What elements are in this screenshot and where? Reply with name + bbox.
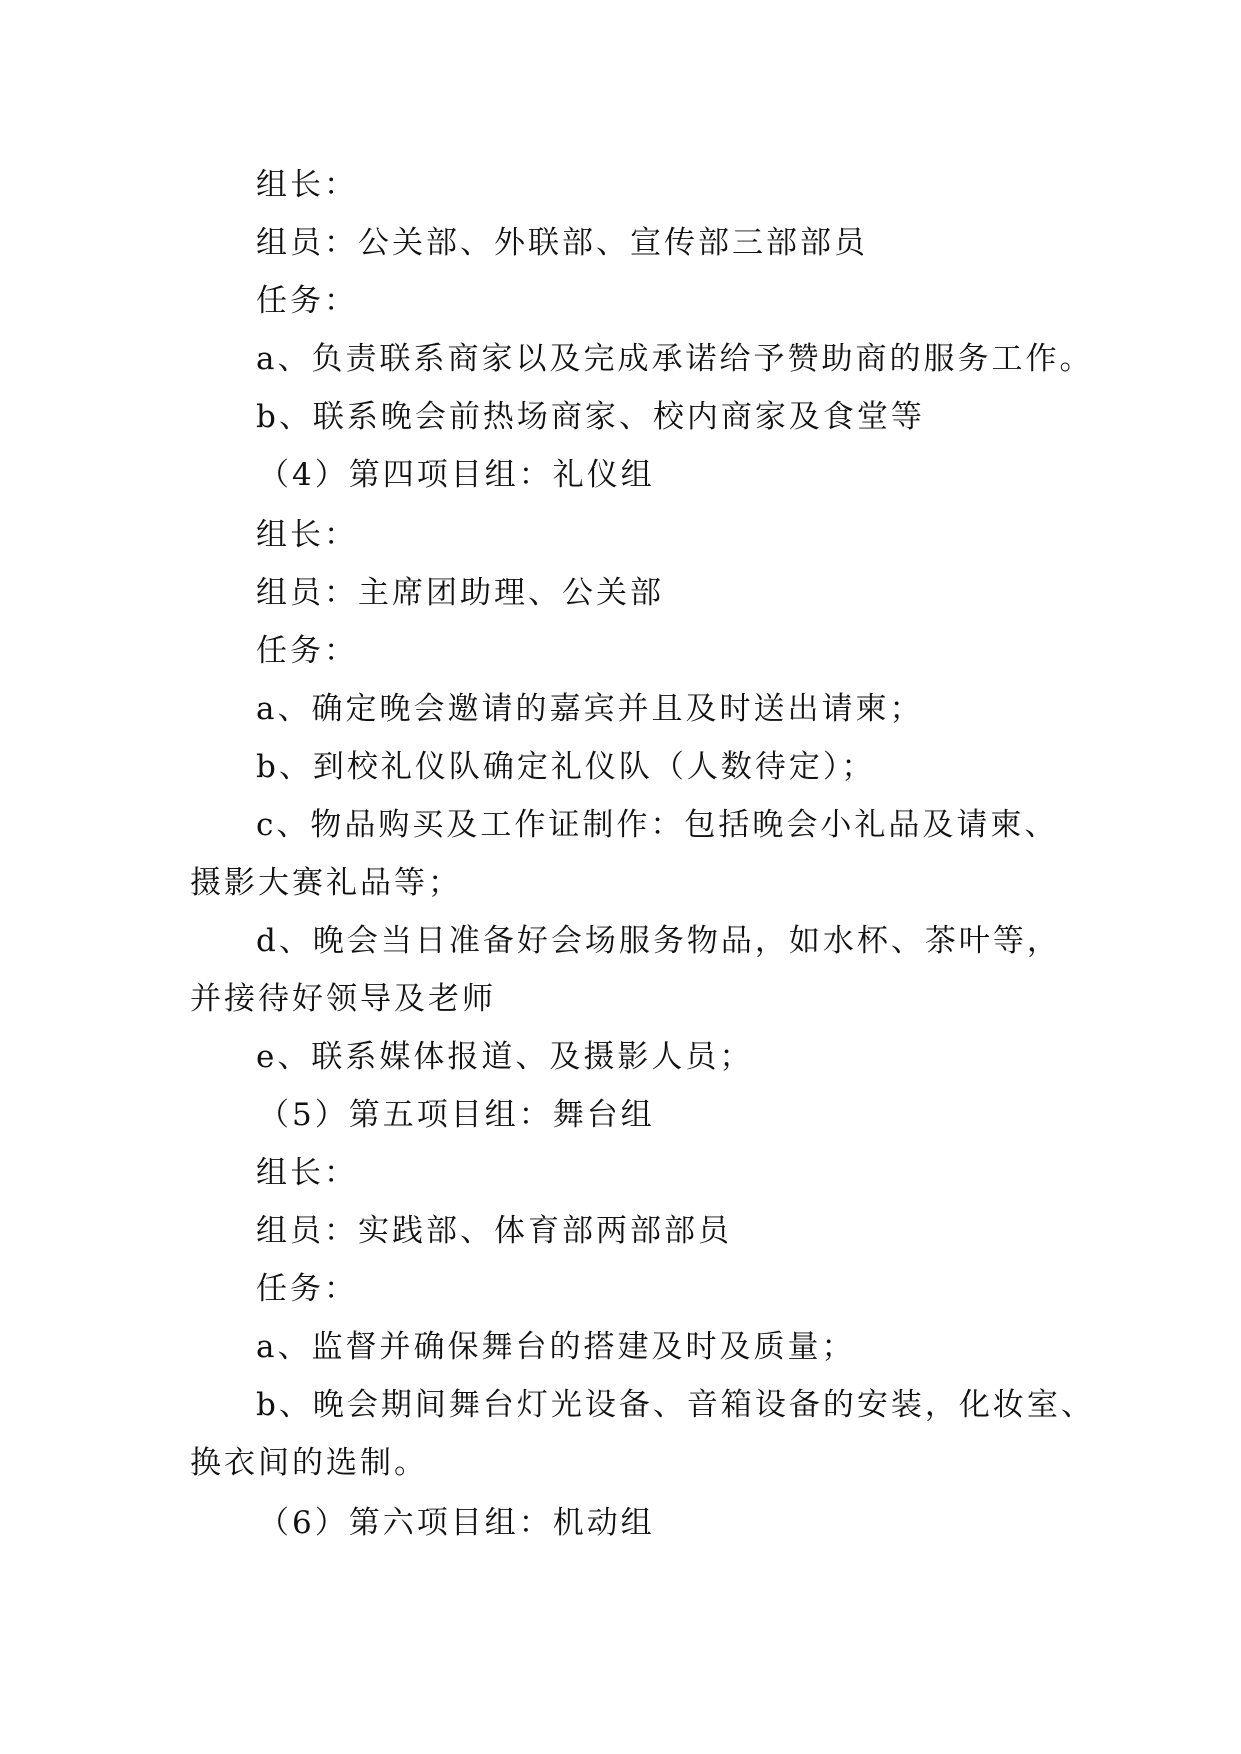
group3-leader-line: 组长：	[256, 167, 358, 203]
group3-task-b: b、联系晚会前热场商家、校内商家及食堂等	[256, 399, 925, 435]
group4-task-b: b、到校礼仪队确定礼仪队（人数待定）；	[256, 749, 876, 785]
group4-task-c-continued: 摄影大赛礼品等；	[190, 865, 462, 901]
group5-heading: （5）第五项目组：舞台组	[258, 1097, 655, 1133]
group5-tasks-label: 任务：	[256, 1271, 358, 1307]
group5-members-line: 组员：实践部、体育部两部部员	[256, 1213, 732, 1249]
group3-members-line: 组员：公关部、外联部、宣传部三部部员	[256, 225, 868, 261]
group3-task-a: a、负责联系商家以及完成承诺给予赞助商的服务工作。	[256, 341, 1094, 377]
group3-tasks-label: 任务：	[256, 283, 358, 319]
group4-leader-line: 组长：	[256, 517, 358, 553]
group5-leader-line: 组长：	[256, 1155, 358, 1191]
group5-task-b-continued: 换衣间的选制。	[190, 1445, 428, 1481]
group4-tasks-label: 任务：	[256, 633, 358, 669]
group4-members-line: 组员：主席团助理、公关部	[256, 575, 664, 611]
group5-task-a: a、监督并确保舞台的搭建及时及质量；	[256, 1329, 856, 1365]
group4-task-d: d、晚会当日准备好会场服务物品，如水杯、茶叶等，	[256, 923, 1061, 959]
group4-heading: （4）第四项目组：礼仪组	[258, 457, 655, 493]
group4-task-e: e、联系媒体报道、及摄影人员；	[256, 1039, 754, 1075]
group4-task-d-continued: 并接待好领导及老师	[190, 981, 496, 1017]
group4-task-c: c、物品购买及工作证制作：包括晚会小礼品及请柬、	[256, 807, 1059, 843]
group6-heading: （6）第六项目组：机动组	[258, 1505, 655, 1541]
group4-task-a: a、确定晚会邀请的嘉宾并且及时送出请柬；	[256, 691, 924, 727]
group5-task-b: b、晚会期间舞台灯光设备、音箱设备的安装，化妆室、	[256, 1387, 1095, 1423]
